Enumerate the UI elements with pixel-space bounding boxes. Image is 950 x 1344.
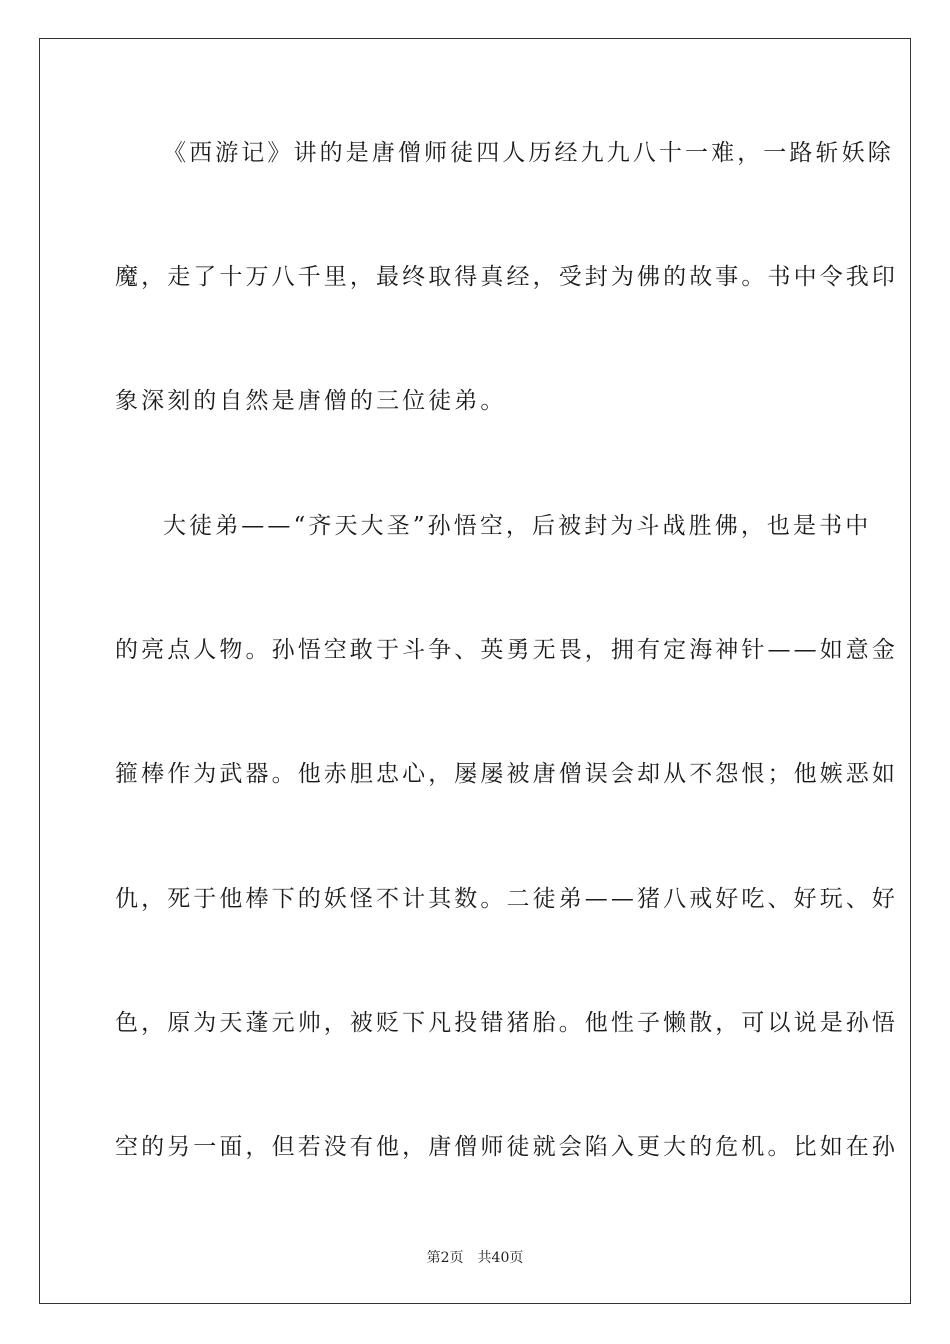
paragraph-1-line-3: 象深刻的自然是唐僧的三位徒弟。 [115, 388, 507, 414]
paragraph-2-line-2: 的亮点人物。孙悟空敢于斗争、英勇无畏，拥有定海神针——如意金 [115, 637, 898, 663]
paragraph-2-line-6: 空的另一面，但若没有他，唐僧师徒就会陷入更大的危机。比如在孙 [115, 1134, 898, 1160]
paragraph-1-line-1: 《西游记》讲的是唐僧师徒四人历经九九八十一难，一路斩妖除 [163, 140, 894, 166]
page-footer [0, 1248, 950, 1268]
page-number: 第2页 [426, 1250, 464, 1266]
total-pages: 共40页 [477, 1250, 524, 1266]
paragraph-2-line-1: 大徒弟——“齐天大圣”孙悟空，后被封为斗战胜佛，也是书中 [163, 513, 872, 539]
paragraph-2-line-3: 箍棒作为武器。他赤胆忠心，屡屡被唐僧误会却从不怨恨；他嫉恶如 [115, 761, 898, 787]
paragraph-2-line-5: 色，原为天蓬元帅，被贬下凡投错猪胎。他性子懒散，可以说是孙悟 [115, 1010, 898, 1036]
paragraph-2-line-4: 仇，死于他棒下的妖怪不计其数。二徒弟——猪八戒好吃、好玩、好 [115, 886, 898, 912]
paragraph-1-line-2: 魔，走了十万八千里，最终取得真经，受封为佛的故事。书中令我印 [115, 264, 898, 290]
page-frame [39, 38, 911, 1304]
